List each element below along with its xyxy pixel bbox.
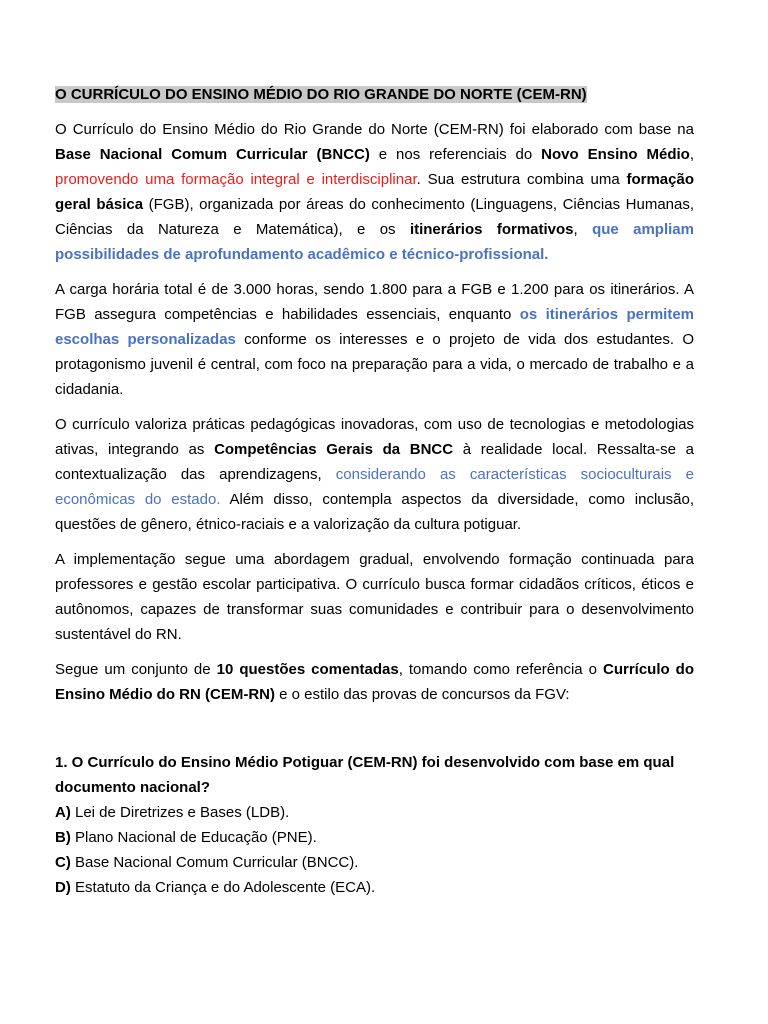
bold-itinerarios: itinerários formativos xyxy=(409,221,574,238)
option-letter: A) xyxy=(55,804,71,821)
bold-bncc: Base Nacional Comum Curricular (BNCC) xyxy=(55,146,370,163)
title-block xyxy=(55,84,694,106)
text-span: à realidade local. Ressalta-se a contextualização das aprendizagens, xyxy=(55,441,695,483)
text-span: , xyxy=(573,221,593,238)
question-text: 1. O Currículo do Ensino Médio Potiguar (CEM-RN) foi desenvolvido com base em qual documento nacional? xyxy=(55,754,675,796)
text-span: , tomando como referência o xyxy=(398,661,603,678)
option-letter: D) xyxy=(55,879,71,896)
red-highlight-text: promovendo uma formação integral e interdisciplinar xyxy=(55,171,417,188)
paragraph-implementacao xyxy=(55,547,694,647)
text-span: . Sua estrutura combina uma xyxy=(416,171,627,188)
text-span: O Currículo do Ensino Médio do Rio Grande do Norte (CEM-RN) foi elaborado com base na xyxy=(55,121,694,138)
bold-questoes: 10 questões comentadas xyxy=(216,661,399,678)
option-text: Base Nacional Comum Curricular (BNCC). xyxy=(70,854,359,871)
text-span: (FGB), organizada por áreas do conhecimento (Linguagens, Ciências Humanas, Ciências da Natureza e Matemática), e os xyxy=(55,196,695,238)
text-span: Além disso, contempla aspectos da diversidade, como inclusão, questões de gênero, étnico-raciais e a valorização da cultura potiguar. xyxy=(55,491,694,533)
document-page xyxy=(55,84,694,900)
option-a xyxy=(55,800,694,825)
text-span: O currículo valoriza práticas pedagógicas inovadoras, com uso de tecnologias e metodologias ativas, integrando as xyxy=(55,416,694,458)
option-text: Lei de Diretrizes e Bases (LDB). xyxy=(70,804,290,821)
option-d xyxy=(55,875,694,900)
text-span: e nos referenciais do xyxy=(369,146,542,163)
option-letter: B) xyxy=(55,829,71,846)
option-c xyxy=(55,850,694,875)
text-span: conforme os interesses e o projeto de vida dos estudantes. O protagonismo juvenil é central, com foco na preparação para a vida, o mercado de trabalho e a cidadania. xyxy=(55,331,694,398)
text-span: e o estilo das provas de concursos da FGV: xyxy=(274,686,570,703)
text-span: Segue um conjunto de xyxy=(55,661,217,678)
paragraph-carga-horaria xyxy=(55,277,694,402)
bold-formacao-geral: formação geral básica xyxy=(55,171,694,213)
paragraph-questoes-intro xyxy=(55,657,694,707)
text-span: , xyxy=(689,146,694,163)
bold-competencias: Competências Gerais da BNCC xyxy=(214,441,454,458)
option-letter: C) xyxy=(55,854,71,871)
paragraph-intro xyxy=(55,117,694,267)
blue-highlight-text: que ampliam possibilidades de aprofundamento acadêmico e técnico-profissional. xyxy=(55,221,694,263)
text-span: A carga horária total é de 3.000 horas, sendo 1.800 para a FGB e 1.200 para os itinerários. A FGB assegura competências e habilidades essenciais, enquanto xyxy=(55,281,694,323)
option-text: Plano Nacional de Educação (PNE). xyxy=(70,829,317,846)
blue-highlight-text: considerando as características socioculturais e econômicas do estado. xyxy=(55,466,694,508)
question-block xyxy=(55,750,694,900)
option-b xyxy=(55,825,694,850)
paragraph-praticas xyxy=(55,412,694,537)
text-span: A implementação segue uma abordagem gradual, envolvendo formação continuada para professores e gestão escolar participativa. O currículo busca formar cidadãos críticos, éticos e autônomos, capazes de transformar suas comunidades e contribuir para o desenvolvimento sustentável do RN. xyxy=(55,551,694,643)
document-title: O CURRÍCULO DO ENSINO MÉDIO DO RIO GRANDE DO NORTE (CEM-RN) xyxy=(55,86,587,103)
bold-curriculo-rn: Currículo do Ensino Médio do RN (CEM-RN) xyxy=(55,661,695,703)
option-text: Estatuto da Criança e do Adolescente (ECA). xyxy=(70,879,376,896)
bold-novo-ensino-medio: Novo Ensino Médio xyxy=(541,146,690,163)
blue-highlight-text: os itinerários permitem escolhas personalizadas xyxy=(55,306,694,348)
